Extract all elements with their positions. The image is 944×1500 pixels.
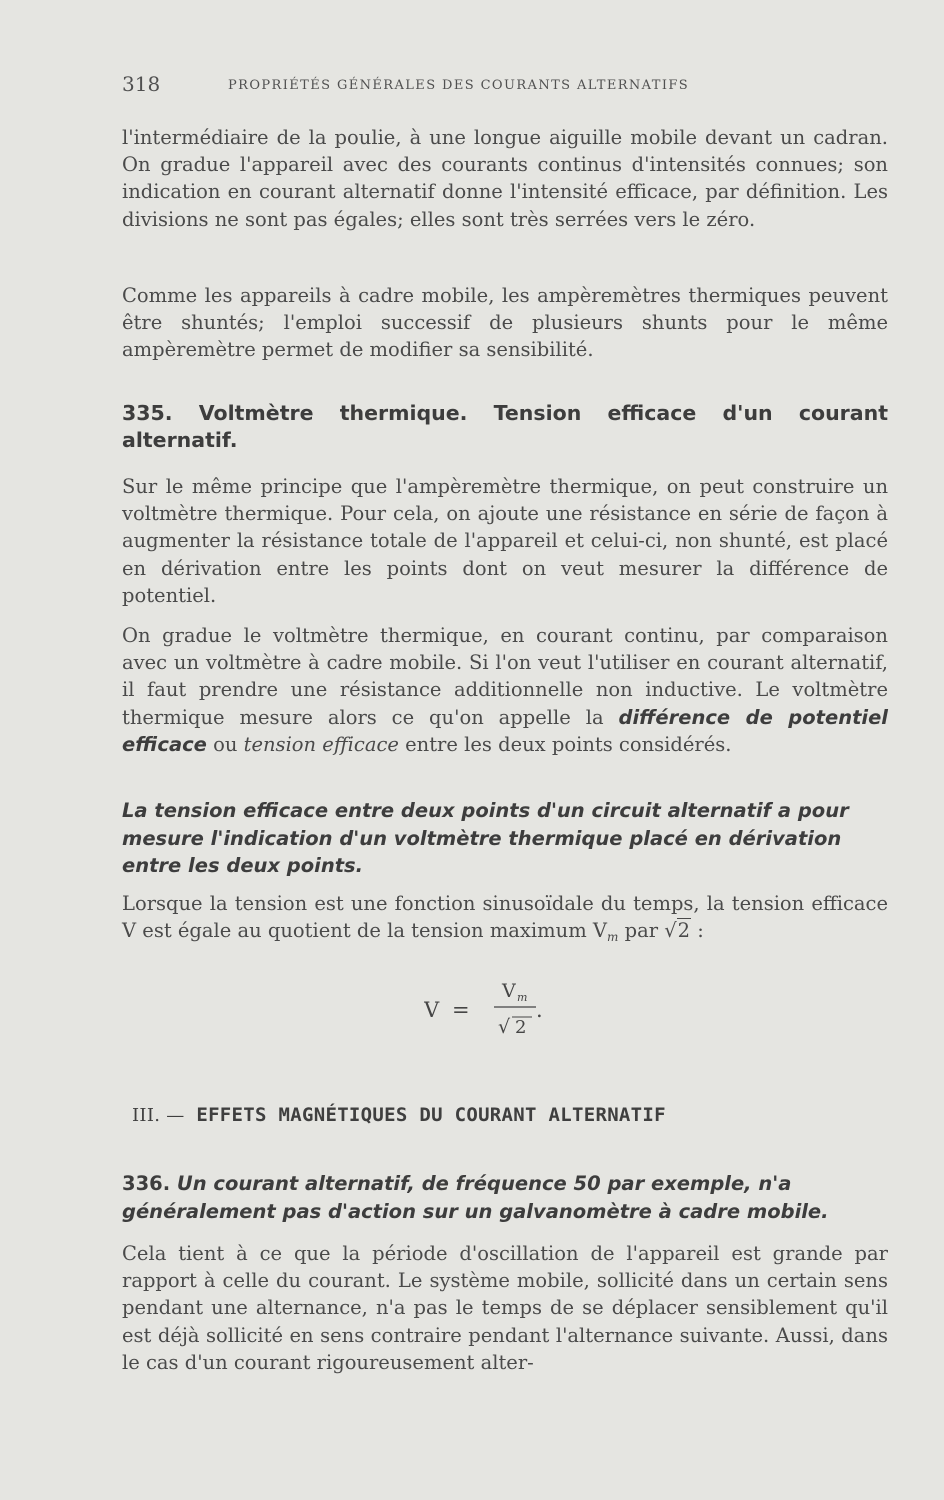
formula-sqrt-sign: √: [498, 1016, 511, 1038]
paragraph-5-line-a: Lorsque la tension est une fonction sinusoïdale du temps, la tension efficace V est égale au quotient de la tension maximum V: [122, 892, 888, 943]
formula-equals: =: [452, 998, 470, 1022]
section-335-heading: 335. Voltmètre thermique. Tension efficace d'un courant alternatif.: [122, 401, 888, 452]
paragraph-4-text: [122, 622, 888, 758]
sqrt-symbol: √2: [664, 919, 691, 943]
formula-period: .: [536, 998, 543, 1022]
formula-svg: [424, 975, 584, 1045]
paragraph-5: [122, 890, 888, 951]
paragraph-5-text: [122, 890, 888, 951]
term-potential-difference: différence de potentiel efficace: [122, 705, 888, 756]
paragraph-1: [122, 124, 888, 233]
paragraph-6: [122, 1240, 888, 1376]
paragraph-4-after: entre les deux points considérés.: [398, 732, 732, 756]
sqrt-radicand: 2: [677, 919, 691, 943]
paragraph-3-text: Sur le même principe que l'ampèremètre thermique, on peut construire un voltmètre thermique. Pour cela, on ajoute une résistance en série de façon à augmenter la résistance totale de l'appareil et celui-ci, non shunté, est placé en dérivation entre les points dont on veut mesurer la différence de potentiel.: [122, 475, 888, 607]
running-title: PROPRIÉTÉS GÉNÉRALES DES COURANTS ALTERNATIFS: [228, 78, 690, 93]
paragraph-4-before: On gradue le voltmètre thermique, en courant continu, par comparaison avec un voltmètre à cadre mobile. Si l'on veut l'utiliser en courant alternatif, il faut prendre une résistance additionnelle non inductive. Le voltmètre thermique mesure alors ce qu'on appelle la: [122, 624, 888, 729]
section-iii-roman: III. —: [132, 1105, 185, 1126]
colon: :: [697, 919, 704, 943]
paragraph-2: [122, 282, 888, 364]
formula-effective-voltage: [424, 975, 584, 1045]
section-336-title: Un courant alternatif, de fréquence 50 par exemple, n'a généralement pas d'action sur un galvanomètre à cadre mobile.: [122, 1172, 829, 1223]
formula-numerator-sub: m: [517, 991, 528, 1004]
section-iii-heading: [132, 1104, 892, 1126]
paragraph-4-middle: ou: [206, 732, 244, 756]
formula-numerator: V: [502, 980, 516, 1002]
definition-statement: La tension efficace entre deux points d'un circuit alternatif a pour mesure l'indication d'un voltmètre thermique placé en dérivation entre les deux points.: [122, 799, 849, 877]
section-336-number: 336.: [122, 1172, 171, 1195]
page-header: [122, 72, 888, 102]
subscript-m: m: [607, 930, 619, 945]
section-336-heading: [122, 1170, 888, 1225]
paragraph-4: [122, 622, 888, 758]
paragraph-6-text: Cela tient à ce que la période d'oscillation de l'appareil est grande par rapport à celle du courant. Le système mobile, sollicité dans un certain sens pendant une alternance, n'a pas le temps de se déplacer sensiblement qu'il est déjà sollicité en sens contraire pendant l'alternance suivante. Aussi, dans le cas d'un courant rigoureusement alter-: [122, 1242, 888, 1374]
paragraph-2-text: Comme les appareils à cadre mobile, les ampèremètres thermiques peuvent être shuntés; l'emploi successif de plusieurs shunts pour le même ampèremètre permet de modifier sa sensibilité.: [122, 284, 888, 362]
term-effective-voltage: tension efficace: [243, 732, 399, 756]
paragraph-1-text: l'intermédiaire de la poulie, à une longue aiguille mobile devant un cadran. On gradue l'appareil avec des courants continus d'intensités connues; son indication en courant alternatif donne l'intensité efficace, par définition. Les divisions ne sont pas égales; elles sont très serrées vers le zéro.: [122, 126, 888, 231]
section-iii-title: EFFETS MAGNÉTIQUES DU COURANT ALTERNATIF: [196, 1104, 666, 1126]
formula-denominator: 2: [515, 1017, 527, 1038]
paragraph-5-par: par: [624, 919, 659, 943]
page-number: 318: [122, 72, 161, 96]
formula-lhs: V: [424, 998, 440, 1022]
paragraph-3: [122, 473, 888, 609]
